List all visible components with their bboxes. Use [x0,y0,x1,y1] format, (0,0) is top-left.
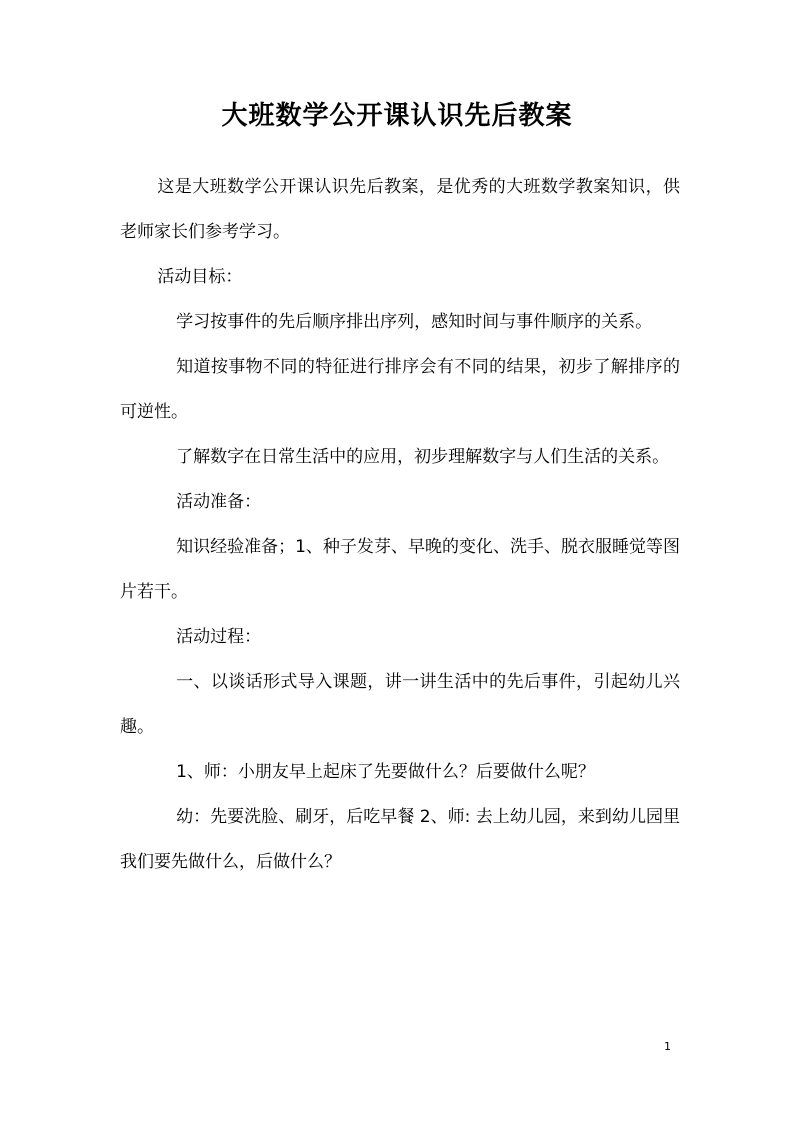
section-heading-process: 活动过程： [176,627,262,647]
preparation-paragraph: 知识经验准备；1、种子发芽、早晚的变化、洗手、脱衣服睡觉等图片若干。 [120,537,680,602]
goal-paragraph-1: 学习按事件的先后顺序排出序列，感知时间与事件顺序的关系。 [176,312,653,332]
document-title: 大班数学公开课认识先后教案 [221,101,573,131]
process-paragraph-1: 一、以谈话形式导入课题，讲一讲生活中的先后事件，引起幼儿兴趣。 [120,672,680,737]
page-number: 1 [664,1040,671,1053]
goal-paragraph-2: 知道按事物不同的特征进行排序会有不同的结果，初步了解排序的可逆性。 [120,357,680,422]
section-heading-preparation: 活动准备： [176,492,262,512]
section-heading-goals: 活动目标： [157,267,243,287]
process-paragraph-2: 1、师：小朋友早上起床了先要做什么？后要做什么呢？ [176,762,595,782]
goal-paragraph-3: 了解数字在日常生活中的应用，初步理解数字与人们生活的关系。 [176,447,670,467]
process-paragraph-3: 幼：先要洗脸、刷牙，后吃早餐 2、师: 去上幼儿园，来到幼儿园里我们要先做什么，后做什么？ [120,807,680,872]
intro-paragraph: 这是大班数学公开课认识先后教案，是优秀的大班数学教案知识，供老师家长们参考学习。 [120,177,680,242]
document-body [120,165,680,885]
